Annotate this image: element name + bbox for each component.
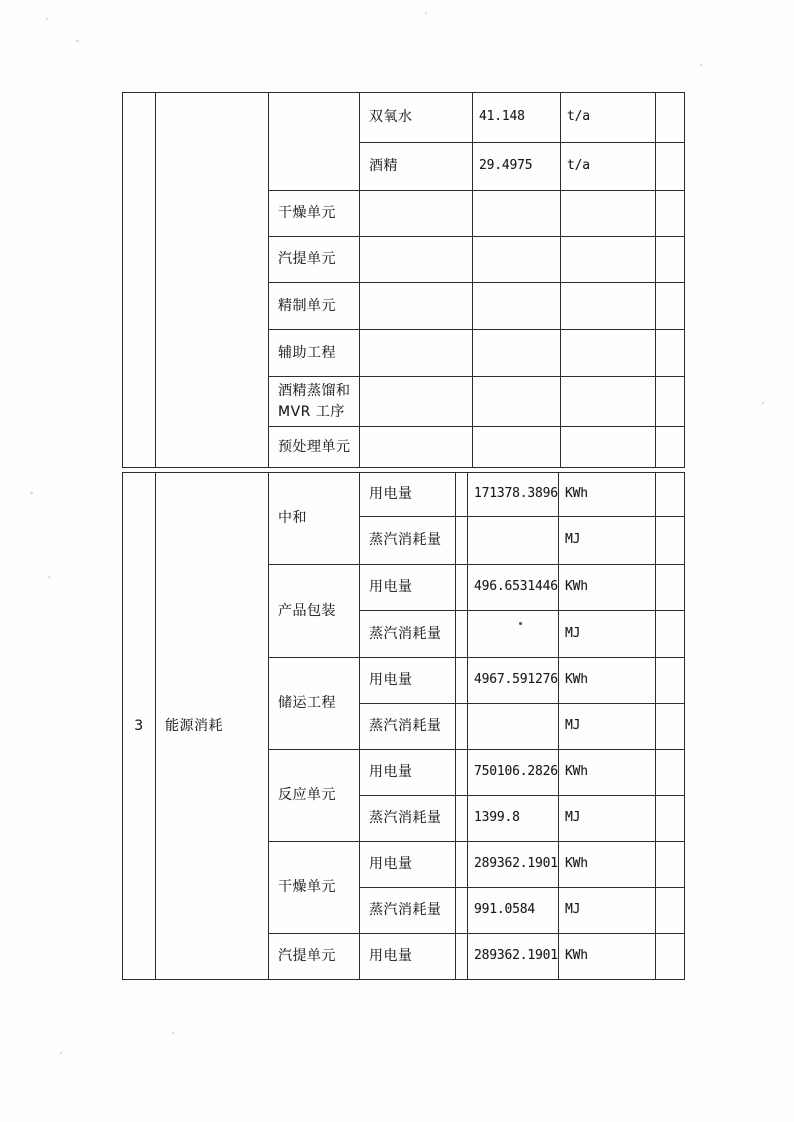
cell-category: 能源消耗 bbox=[156, 473, 269, 980]
cell-category-empty bbox=[156, 93, 269, 468]
cell-empty bbox=[656, 750, 685, 796]
cell-energy-value: 496.6531446 bbox=[468, 565, 559, 611]
cell-empty bbox=[473, 427, 561, 468]
cell-energy-param: 用电量 bbox=[360, 658, 456, 704]
cell-process-unit: 辅助工程 bbox=[269, 330, 360, 377]
cell-empty bbox=[473, 191, 561, 237]
cell-empty bbox=[656, 704, 685, 750]
scan-speckle bbox=[46, 18, 48, 20]
scan-speckle bbox=[519, 622, 522, 625]
cell-empty bbox=[360, 191, 473, 237]
cell-product-value: 29.4975 bbox=[473, 143, 561, 191]
cell-energy-uom: KWh bbox=[559, 565, 656, 611]
cell-empty bbox=[360, 377, 473, 427]
scan-speckle bbox=[30, 492, 33, 494]
cell-energy-uom: KWh bbox=[559, 750, 656, 796]
cell-empty bbox=[656, 473, 685, 517]
cell-empty bbox=[561, 427, 656, 468]
scan-speckle bbox=[762, 402, 764, 404]
cell-empty bbox=[656, 237, 685, 283]
cell-energy-unit: 干燥单元 bbox=[269, 842, 360, 934]
cell-empty bbox=[561, 191, 656, 237]
cell-energy-uom: MJ bbox=[559, 517, 656, 565]
cell-energy-uom: KWh bbox=[559, 473, 656, 517]
cell-empty bbox=[656, 934, 685, 980]
cell-empty bbox=[656, 658, 685, 704]
cell-spacer bbox=[456, 658, 468, 704]
cell-energy-uom: MJ bbox=[559, 704, 656, 750]
cell-empty bbox=[656, 842, 685, 888]
cell-empty bbox=[561, 283, 656, 330]
cell-spacer bbox=[456, 888, 468, 934]
cell-energy-uom: MJ bbox=[559, 611, 656, 658]
table-section-upper bbox=[122, 92, 685, 468]
scan-speckle bbox=[76, 40, 79, 42]
cell-empty bbox=[656, 796, 685, 842]
cell-empty bbox=[360, 330, 473, 377]
cell-energy-value: 1399.8 bbox=[468, 796, 559, 842]
cell-empty bbox=[656, 517, 685, 565]
cell-energy-value: 4967.591276 bbox=[468, 658, 559, 704]
cell-process-unit: 预处理单元 bbox=[269, 427, 360, 468]
cell-energy-uom: KWh bbox=[559, 842, 656, 888]
cell-energy-value: 289362.1901 bbox=[468, 934, 559, 980]
cell-empty bbox=[360, 427, 473, 468]
cell-energy-param: 蒸汽消耗量 bbox=[360, 704, 456, 750]
cell-energy-param: 用电量 bbox=[360, 750, 456, 796]
cell-energy-value: 171378.3896 bbox=[468, 473, 559, 517]
scan-speckle bbox=[425, 12, 427, 14]
cell-process-unit: 酒精蒸馏和MVR 工序 bbox=[269, 377, 360, 427]
cell-empty bbox=[656, 427, 685, 468]
cell-energy-value bbox=[468, 704, 559, 750]
cell-row-index-empty bbox=[123, 93, 156, 468]
cell-energy-value bbox=[468, 611, 559, 658]
cell-product-name: 酒精 bbox=[360, 143, 473, 191]
cell-energy-param: 用电量 bbox=[360, 473, 456, 517]
cell-empty bbox=[656, 565, 685, 611]
cell-spacer bbox=[456, 565, 468, 611]
cell-energy-value: 991.0584 bbox=[468, 888, 559, 934]
cell-energy-value bbox=[468, 517, 559, 565]
cell-spacer bbox=[456, 704, 468, 750]
cell-spacer bbox=[456, 517, 468, 565]
cell-empty bbox=[656, 888, 685, 934]
cell-product-value: 41.148 bbox=[473, 93, 561, 143]
cell-spacer bbox=[456, 611, 468, 658]
cell-energy-param: 蒸汽消耗量 bbox=[360, 611, 456, 658]
data-table bbox=[122, 92, 684, 980]
cell-empty bbox=[473, 237, 561, 283]
cell-energy-unit: 产品包装 bbox=[269, 565, 360, 658]
cell-empty bbox=[473, 377, 561, 427]
cell-empty bbox=[656, 377, 685, 427]
cell-process-unit: 干燥单元 bbox=[269, 191, 360, 237]
cell-process-unit-empty bbox=[269, 93, 360, 191]
cell-spacer bbox=[456, 473, 468, 517]
cell-energy-uom: MJ bbox=[559, 796, 656, 842]
cell-spacer bbox=[456, 934, 468, 980]
cell-energy-value: 750106.2826 bbox=[468, 750, 559, 796]
cell-energy-param: 蒸汽消耗量 bbox=[360, 796, 456, 842]
cell-empty bbox=[561, 237, 656, 283]
cell-empty bbox=[656, 93, 685, 143]
cell-empty bbox=[561, 377, 656, 427]
cell-energy-uom: KWh bbox=[559, 658, 656, 704]
cell-energy-param: 用电量 bbox=[360, 842, 456, 888]
cell-spacer bbox=[456, 750, 468, 796]
cell-energy-unit: 中和 bbox=[269, 473, 360, 565]
cell-energy-unit: 储运工程 bbox=[269, 658, 360, 750]
cell-spacer bbox=[456, 796, 468, 842]
cell-empty bbox=[360, 237, 473, 283]
table-section-energy bbox=[122, 472, 685, 980]
cell-energy-param: 用电量 bbox=[360, 565, 456, 611]
cell-energy-value: 289362.1901 bbox=[468, 842, 559, 888]
cell-product-unit: t/a bbox=[561, 143, 656, 191]
cell-energy-unit: 反应单元 bbox=[269, 750, 360, 842]
cell-empty bbox=[360, 283, 473, 330]
cell-energy-param: 用电量 bbox=[360, 934, 456, 980]
cell-process-unit: 精制单元 bbox=[269, 283, 360, 330]
cell-empty bbox=[656, 191, 685, 237]
cell-energy-param: 蒸汽消耗量 bbox=[360, 517, 456, 565]
cell-product-name: 双氧水 bbox=[360, 93, 473, 143]
scan-speckle bbox=[172, 1032, 174, 1034]
cell-energy-uom: KWh bbox=[559, 934, 656, 980]
cell-process-unit: 汽提单元 bbox=[269, 237, 360, 283]
cell-row-index: 3 bbox=[123, 473, 156, 980]
cell-spacer bbox=[456, 842, 468, 888]
scan-speckle bbox=[60, 1052, 62, 1054]
scan-speckle bbox=[48, 576, 50, 578]
cell-product-unit: t/a bbox=[561, 93, 656, 143]
cell-empty bbox=[656, 611, 685, 658]
table-row bbox=[123, 473, 685, 517]
cell-empty bbox=[656, 143, 685, 191]
cell-empty bbox=[656, 283, 685, 330]
scan-speckle bbox=[700, 64, 702, 66]
cell-empty bbox=[561, 330, 656, 377]
cell-empty bbox=[473, 283, 561, 330]
table-row bbox=[123, 93, 685, 143]
cell-energy-unit: 汽提单元 bbox=[269, 934, 360, 980]
cell-empty bbox=[473, 330, 561, 377]
cell-energy-uom: MJ bbox=[559, 888, 656, 934]
cell-empty bbox=[656, 330, 685, 377]
cell-energy-param: 蒸汽消耗量 bbox=[360, 888, 456, 934]
